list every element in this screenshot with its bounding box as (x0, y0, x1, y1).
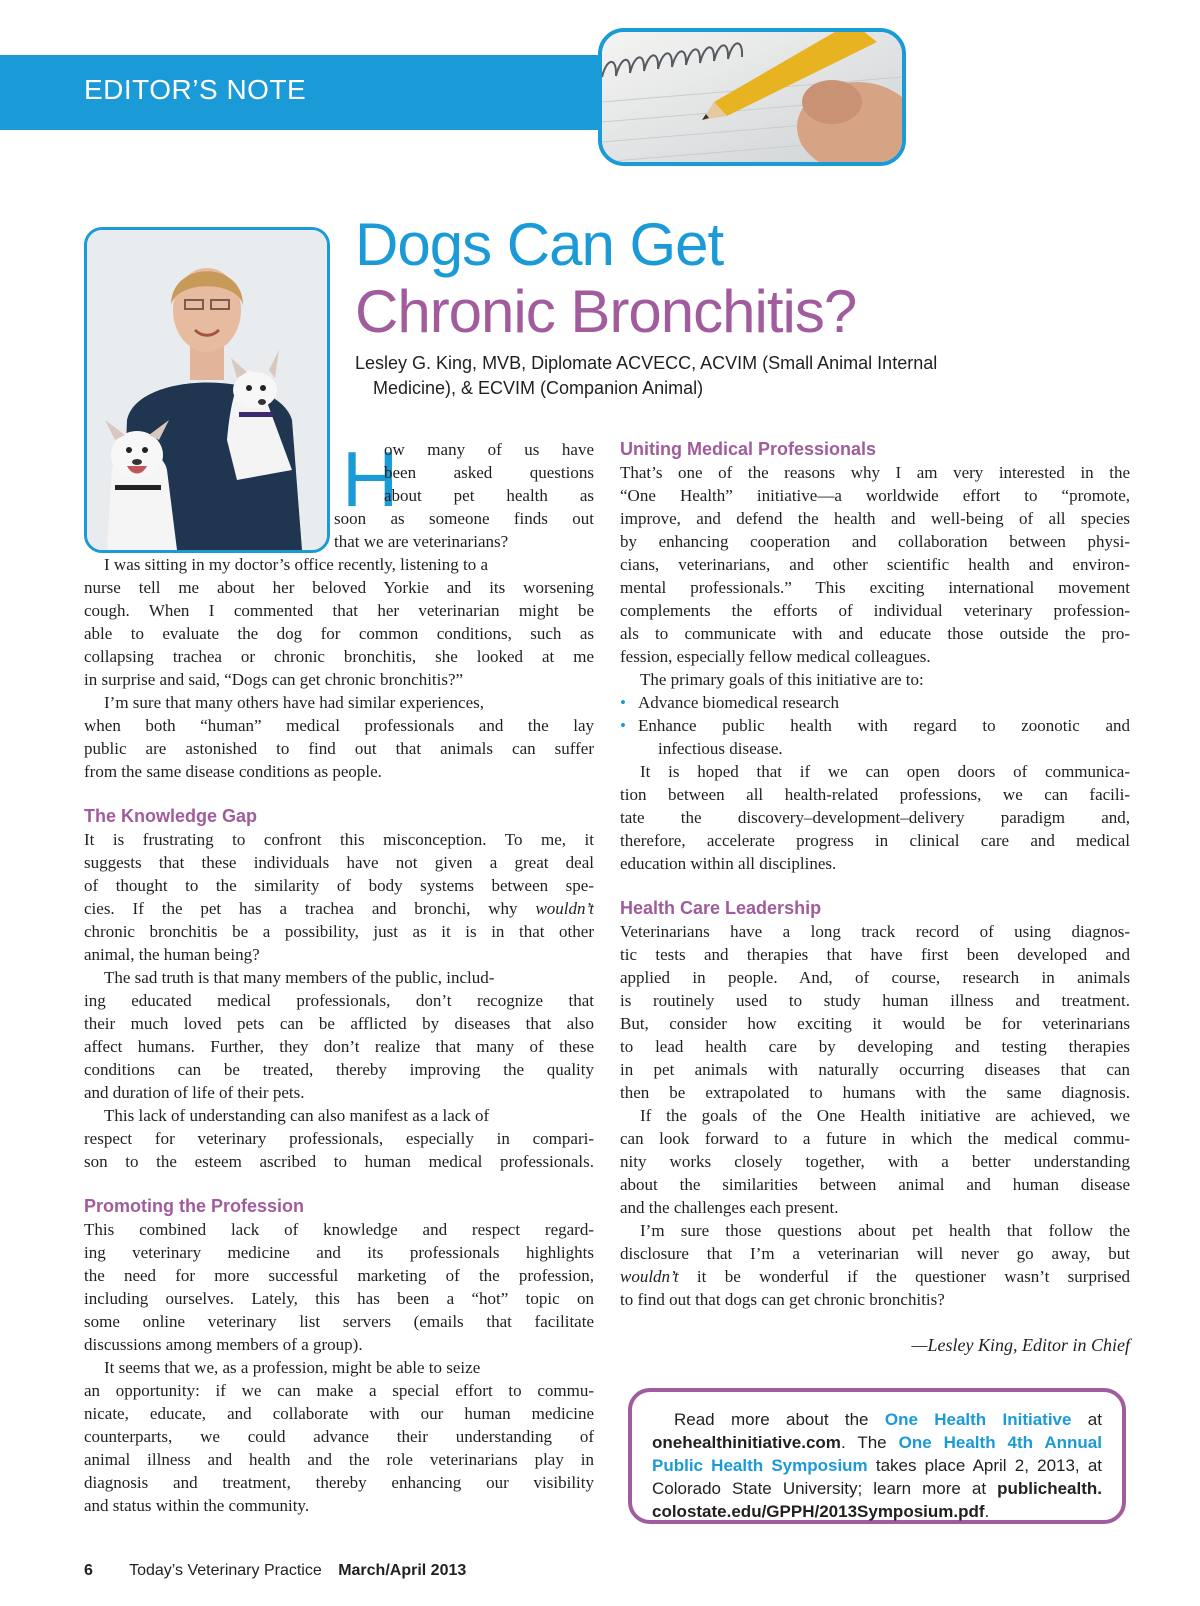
text-line: son to the esteem ascribed to human medical professionals. (84, 1152, 594, 1171)
article-title-line2: Chronic Bronchitis? (355, 278, 857, 345)
text-line: It is frustrating to confront this misconception. To me, it (84, 830, 594, 849)
text-line: suggests that these individuals have not given a great deal (84, 853, 594, 872)
text-line: tate the discovery–development–delivery paradigm and, (620, 808, 1130, 827)
text-line: Veterinarians have a long track record of using diagnos- (620, 922, 1130, 941)
text-line: some online veterinary list servers (emails that facilitate (84, 1312, 594, 1331)
callout-line3: Public Health Symposium takes place April 2, 2013, at (652, 1456, 1103, 1475)
text-line: the need for more successful marketing of the profession, (84, 1266, 594, 1285)
section-spacer (84, 783, 594, 805)
text-line: This lack of understanding can also manifest as a lack of (104, 1106, 490, 1125)
section-title: EDITOR’S NOTE (84, 74, 307, 105)
bullet-icon: • (620, 693, 626, 712)
text-line: applied in people. And, of course, research in animals (620, 968, 1130, 987)
text-line: about pet health as (384, 486, 594, 505)
text-line: by enhancing cooperation and collaboration between physi- (620, 532, 1130, 551)
text-line: counterparts, we could advance their understanding of (84, 1427, 594, 1446)
section-spacer (620, 875, 1130, 897)
article-title-line1: Dogs Can Get (355, 211, 724, 278)
text-line: from the same disease conditions as people. (84, 762, 382, 781)
text-line: fession, especially fellow medical colleagues. (620, 647, 931, 666)
text-line: their much loved pets can be afflicted by diseases that also (84, 1014, 594, 1033)
text-line: als to communicate with and educate those outside the pro- (620, 624, 1130, 643)
text-line: then be extrapolated to humans with the same diagnosis. (620, 1083, 1130, 1102)
byline-line1: Lesley G. King, MVB, Diplomate ACVECC, ACVIM (Small Animal Internal (355, 353, 938, 373)
text-line: in surprise and said, “Dogs can get chronic bronchitis?” (84, 670, 464, 689)
text-line: affect humans. Further, they don’t realize that many of these (84, 1037, 594, 1056)
onehealth-url-link[interactable]: onehealthinitiative.com (652, 1433, 841, 1452)
text-line: can look forward to a future in which the medical commu- (620, 1129, 1130, 1148)
text-line: discussions among members of a group). (84, 1335, 363, 1354)
text-line: It seems that we, as a profession, might be able to seize (104, 1358, 481, 1377)
callout-line5: colostate.edu/GPPH/2013Symposium.pdf. (652, 1502, 990, 1521)
text-line: education within all disciplines. (620, 854, 837, 873)
text-line: and status within the community. (84, 1496, 310, 1515)
text-line: I’m sure those questions about pet health that follow the (640, 1221, 1130, 1240)
section-heading: Health Care Leadership (620, 898, 822, 918)
page-footer (84, 1562, 466, 1580)
notepad-pencil-photo (598, 28, 906, 166)
text-line: infectious disease. (658, 739, 783, 758)
text-line: improve, and defend the health and well-being of all species (620, 509, 1130, 528)
text-line: that we are veterinarians? (334, 532, 509, 551)
callout-line4: Colorado State University; learn more at publichealth. (652, 1479, 1102, 1498)
text-line: This combined lack of knowledge and respect regard- (84, 1220, 594, 1239)
text-line: That’s one of the reasons why I am very interested in the (620, 463, 1130, 482)
text-line: to lead health care by developing and testing therapies (620, 1037, 1130, 1056)
text-line: I’m sure that many others have had similar experiences, (104, 693, 485, 712)
text-line: If the goals of the One Health initiative are achieved, we (640, 1106, 1130, 1125)
text-line: wouldn’t it be wonderful if the questioner wasn’t surprised (620, 1267, 1130, 1286)
magazine-name: Today’s Veterinary Practice (129, 1562, 322, 1579)
text-line: diagnosis and treatment, thereby enhancing our visibility (84, 1473, 594, 1492)
section-spacer (84, 1173, 594, 1195)
text-line: cies. If the pet has a trachea and bronchi, why wouldn’t (84, 899, 594, 918)
symposium-link[interactable]: One Health 4th Annual (898, 1433, 1102, 1452)
page-number: 6 (84, 1562, 93, 1579)
text-line: therefore, accelerate progress in clinical care and medical (620, 831, 1130, 850)
bullet-item (620, 691, 1130, 714)
section-heading: The Knowledge Gap (84, 806, 258, 826)
byline-line2: Medicine), & ECVIM (Companion Animal) (373, 378, 704, 398)
section-heading: Uniting Medical Professionals (620, 439, 877, 459)
text-line: But, consider how exciting it would be for veterinarians (620, 1014, 1130, 1033)
text-line: is routinely used to study human illness and treatment. (620, 991, 1130, 1010)
right-column (620, 438, 1130, 1311)
left-column (84, 435, 594, 1517)
text-line: The primary goals of this initiative are to: (640, 670, 924, 689)
text-line: complements the efforts of individual veterinary profession- (620, 601, 1130, 620)
text-line: able to evaluate the dog for common conditions, such as (84, 624, 594, 643)
text-line: “One Health” initiative—a worldwide effort to “promote, (620, 486, 1130, 505)
section-heading: Promoting the Profession (84, 1196, 305, 1216)
text-line: nity works closely together, with a better understanding (620, 1152, 1130, 1171)
callout-line1: Read more about the One Health Initiative at (674, 1410, 1102, 1429)
text-line: mental professionals.” This exciting international movement (620, 578, 1130, 597)
text-line: It is hoped that if we can open doors of communica- (640, 762, 1130, 781)
text-line: about the similarities between animal and human disease (620, 1175, 1130, 1194)
text-line: been asked questions (384, 463, 594, 482)
bullet-text: Enhance public health with regard to zoonotic and (638, 716, 1130, 735)
text-line: and duration of life of their pets. (84, 1083, 305, 1102)
text-line: animal, the human being? (84, 945, 260, 964)
text-line: ing educated medical professionals, don’t recognize that (84, 991, 594, 1010)
symposium-url-link[interactable]: publichealth. (997, 1479, 1102, 1498)
text-line: tion between all health-related professions, we can facili- (620, 785, 1130, 804)
text-line: ing veterinary medicine and its professionals highlights (84, 1243, 594, 1262)
one-health-callout (628, 1388, 1126, 1524)
text-line: and the challenges each present. (620, 1198, 839, 1217)
text-line: cough. When I commented that her veterinarian might be (84, 601, 594, 620)
text-line: of thought to the similarity of body systems between spe- (84, 876, 594, 895)
text-line: collapsing trachea or chronic bronchitis, she looked at me (84, 647, 594, 666)
text-line: when both “human” medical professionals and the lay (84, 716, 594, 735)
text-line: including ourselves. Lately, this has been a “hot” topic on (84, 1289, 594, 1308)
author-byline (355, 351, 995, 401)
text-line: soon as someone finds out (334, 509, 594, 528)
bullet-item (620, 714, 1130, 737)
text-line: chronic bronchitis be a possibility, just as it is in that other (84, 922, 594, 941)
text-line: tic tests and therapies that have first been developed and (620, 945, 1130, 964)
text-line: to find out that dogs can get chronic bronchitis? (620, 1290, 945, 1309)
text-line: The sad truth is that many members of the public, includ- (104, 968, 495, 987)
text-line: an opportunity: if we can make a special effort to commu- (84, 1381, 594, 1400)
text-line: ow many of us have (384, 440, 594, 459)
text-line: nicate, educate, and collaborate with our human medicine (84, 1404, 594, 1423)
text-line: cians, veterinarians, and other scientific health and environ- (620, 555, 1130, 574)
issue-date: March/April 2013 (338, 1562, 467, 1579)
drop-cap: H (342, 435, 399, 523)
text-line: public are astonished to find out that animals can suffer (84, 739, 594, 758)
callout-line2: onehealthinitiative.com. The One Health 4th Annual (652, 1433, 1102, 1452)
text-line: nurse tell me about her beloved Yorkie and its worsening (84, 578, 594, 597)
bullet-text: Advance biomedical research (638, 693, 840, 712)
text-line: animal illness and health and the role veterinarians play in (84, 1450, 594, 1469)
one-health-link[interactable]: One Health Initiative (884, 1410, 1072, 1429)
text-line: disclosure that I’m a veterinarian will never go away, but (620, 1244, 1130, 1263)
editor-signature: —Lesley King, Editor in Chief (911, 1335, 1130, 1355)
text-line: conditions can be treated, thereby improving the quality (84, 1060, 594, 1079)
text-line: I was sitting in my doctor’s office recently, listening to a (104, 555, 488, 574)
text-line: in pet animals with naturally occurring diseases that can (620, 1060, 1130, 1079)
text-line: respect for veterinary professionals, especially in compari- (84, 1129, 594, 1148)
bullet-icon: • (620, 716, 626, 735)
